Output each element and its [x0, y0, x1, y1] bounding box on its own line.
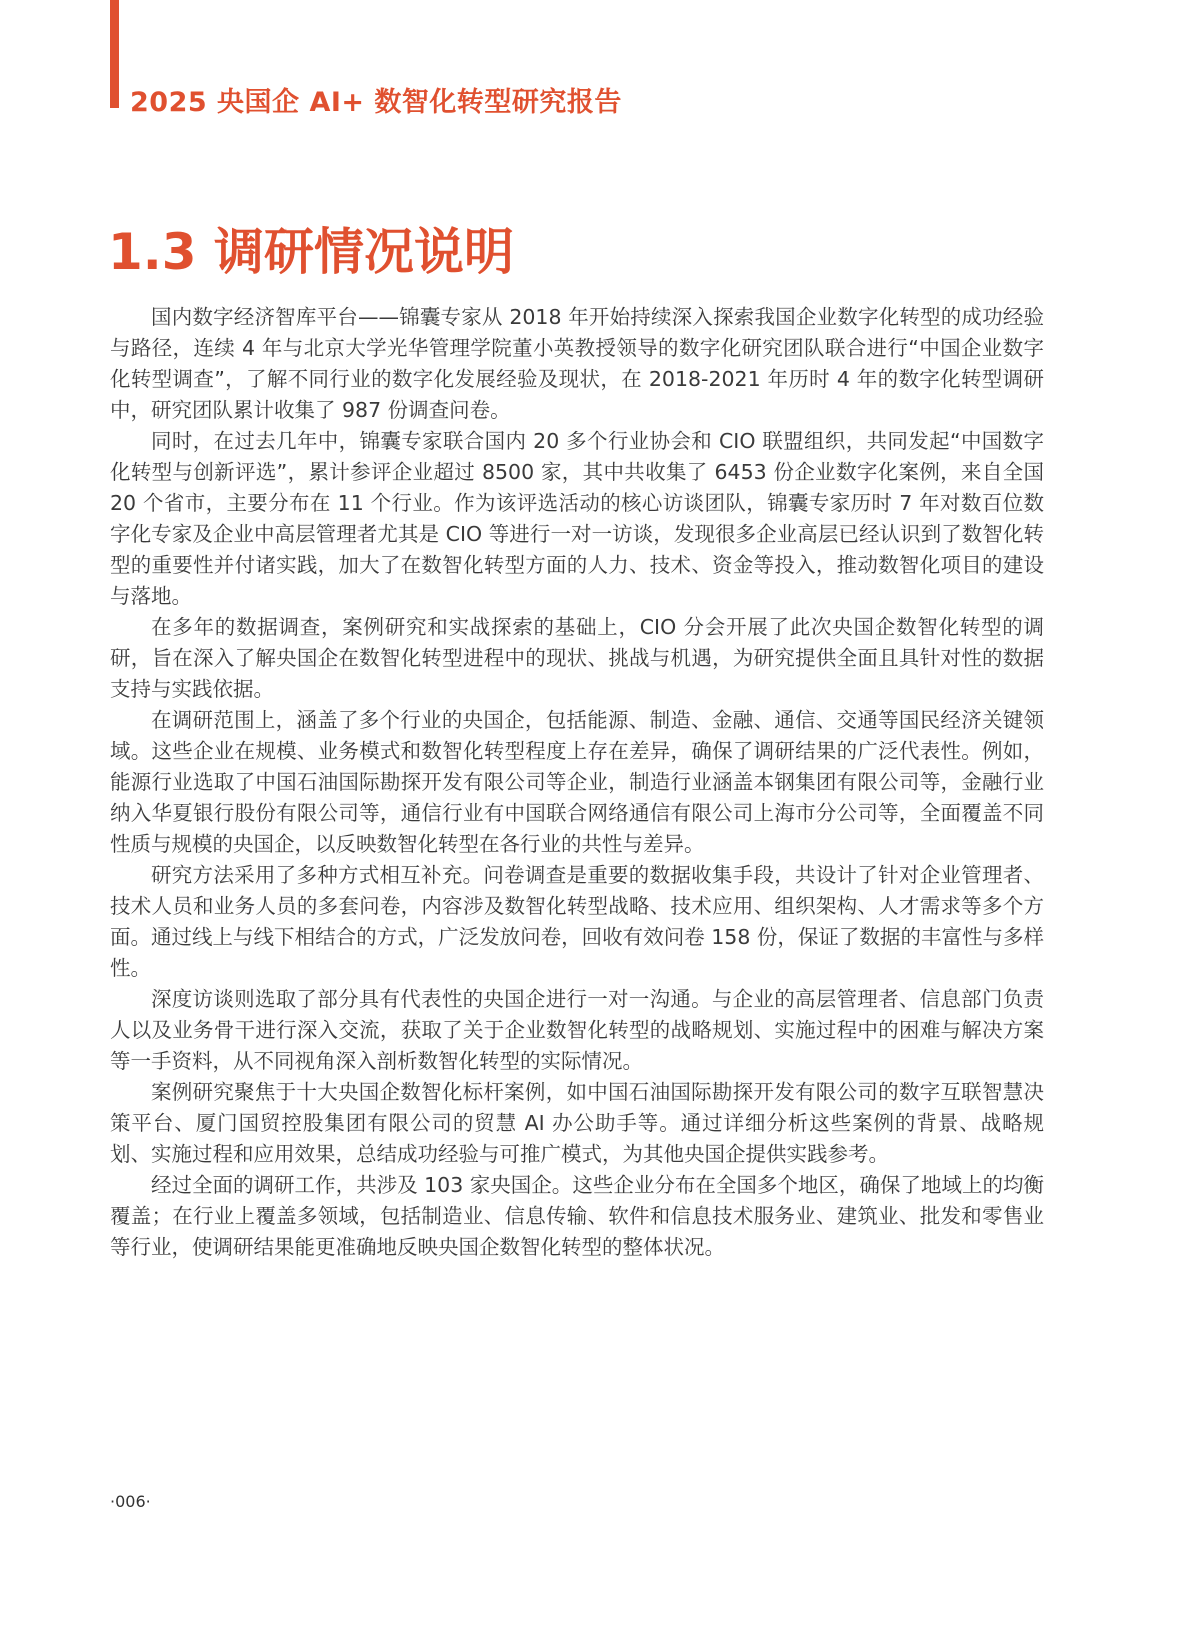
section-title: 1.3 调研情况说明 — [108, 223, 514, 281]
paragraph: 案例研究聚焦于十大央国企数智化标杆案例，如中国石油国际勘探开发有限公司的数字互联智慧决策平台、厦门国贸控股集团有限公司的贸慧 AI 办公助手等。通过详细分析这些案例的背景、战略规划、实施过程和应用效果，总结成功经验与可推广模式，为其他央国企提供实践参考。 — [110, 1080, 1044, 1166]
header-accent-bar — [110, 0, 119, 108]
paragraph: 经过全面的调研工作，共涉及 103 家央国企。这些企业分布在全国多个地区，确保了地域上的均衡覆盖；在行业上覆盖多领域，包括制造业、信息传输、软件和信息技术服务业、建筑业、批发和零售业等行业，使调研结果能更准确地反映央国企数智化转型的整体状况。 — [110, 1173, 1044, 1259]
body-text — [110, 302, 1044, 1263]
paragraph: 在调研范围上，涵盖了多个行业的央国企，包括能源、制造、金融、通信、交通等国民经济关键领域。这些企业在规模、业务模式和数智化转型程度上存在差异，确保了调研结果的广泛代表性。例如，能源行业选取了中国石油国际勘探开发有限公司等企业，制造行业涵盖本钢集团有限公司等，金融行业纳入华夏银行股份有限公司等，通信行业有中国联合网络通信有限公司上海市分公司等，全面覆盖不同性质与规模的央国企，以反映数智化转型在各行业的共性与差异。 — [110, 708, 1044, 856]
report-title: 2025 央国企 AI+ 数智化转型研究报告 — [130, 87, 622, 118]
paragraph: 国内数字经济智库平台——锦囊专家从 2018 年开始持续深入探索我国企业数字化转型的成功经验与路径，连续 4 年与北京大学光华管理学院董小英教授领导的数字化研究团队联合进行“中国企业数字化转型调查”，了解不同行业的数字化发展经验及现状，在 2018-2021 年历时 4 年的数字化转型调研中，研究团队累计收集了 987 份调查问卷。 — [110, 305, 1044, 422]
paragraph: 同时，在过去几年中，锦囊专家联合国内 20 多个行业协会和 CIO 联盟组织，共同发起“中国数字化转型与创新评选”，累计参评企业超过 8500 家，其中共收集了 6453 份企业数字化案例，来自全国 20 个省市，主要分布在 11 个行业。作为该评选活动的核心访谈团队，锦囊专家历时 7 年对数百位数字化专家及企业中高层管理者尤其是 CIO 等进行一对一访谈，发现很多企业高层已经认识到了数智化转型的重要性并付诸实践，加大了在数智化转型方面的人力、技术、资金等投入，推动数智化项目的建设与落地。 — [110, 429, 1044, 608]
paragraph: 在多年的数据调查，案例研究和实战探索的基础上，CIO 分会开展了此次央国企数智化转型的调研，旨在深入了解央国企在数智化转型进程中的现状、挑战与机遇，为研究提供全面且具针对性的数据支持与实践依据。 — [110, 615, 1044, 701]
paragraph: 研究方法采用了多种方式相互补充。问卷调查是重要的数据收集手段，共设计了针对企业管理者、技术人员和业务人员的多套问卷，内容涉及数智化转型战略、技术应用、组织架构、人才需求等多个方面。通过线上与线下相结合的方式，广泛发放问卷，回收有效问卷 158 份，保证了数据的丰富性与多样性。 — [110, 863, 1044, 980]
page-number: ·006· — [110, 1492, 151, 1511]
paragraph: 深度访谈则选取了部分具有代表性的央国企进行一对一沟通。与企业的高层管理者、信息部门负责人以及业务骨干进行深入交流，获取了关于企业数智化转型的战略规划、实施过程中的困难与解决方案等一手资料，从不同视角深入剖析数智化转型的实际情况。 — [110, 987, 1044, 1073]
